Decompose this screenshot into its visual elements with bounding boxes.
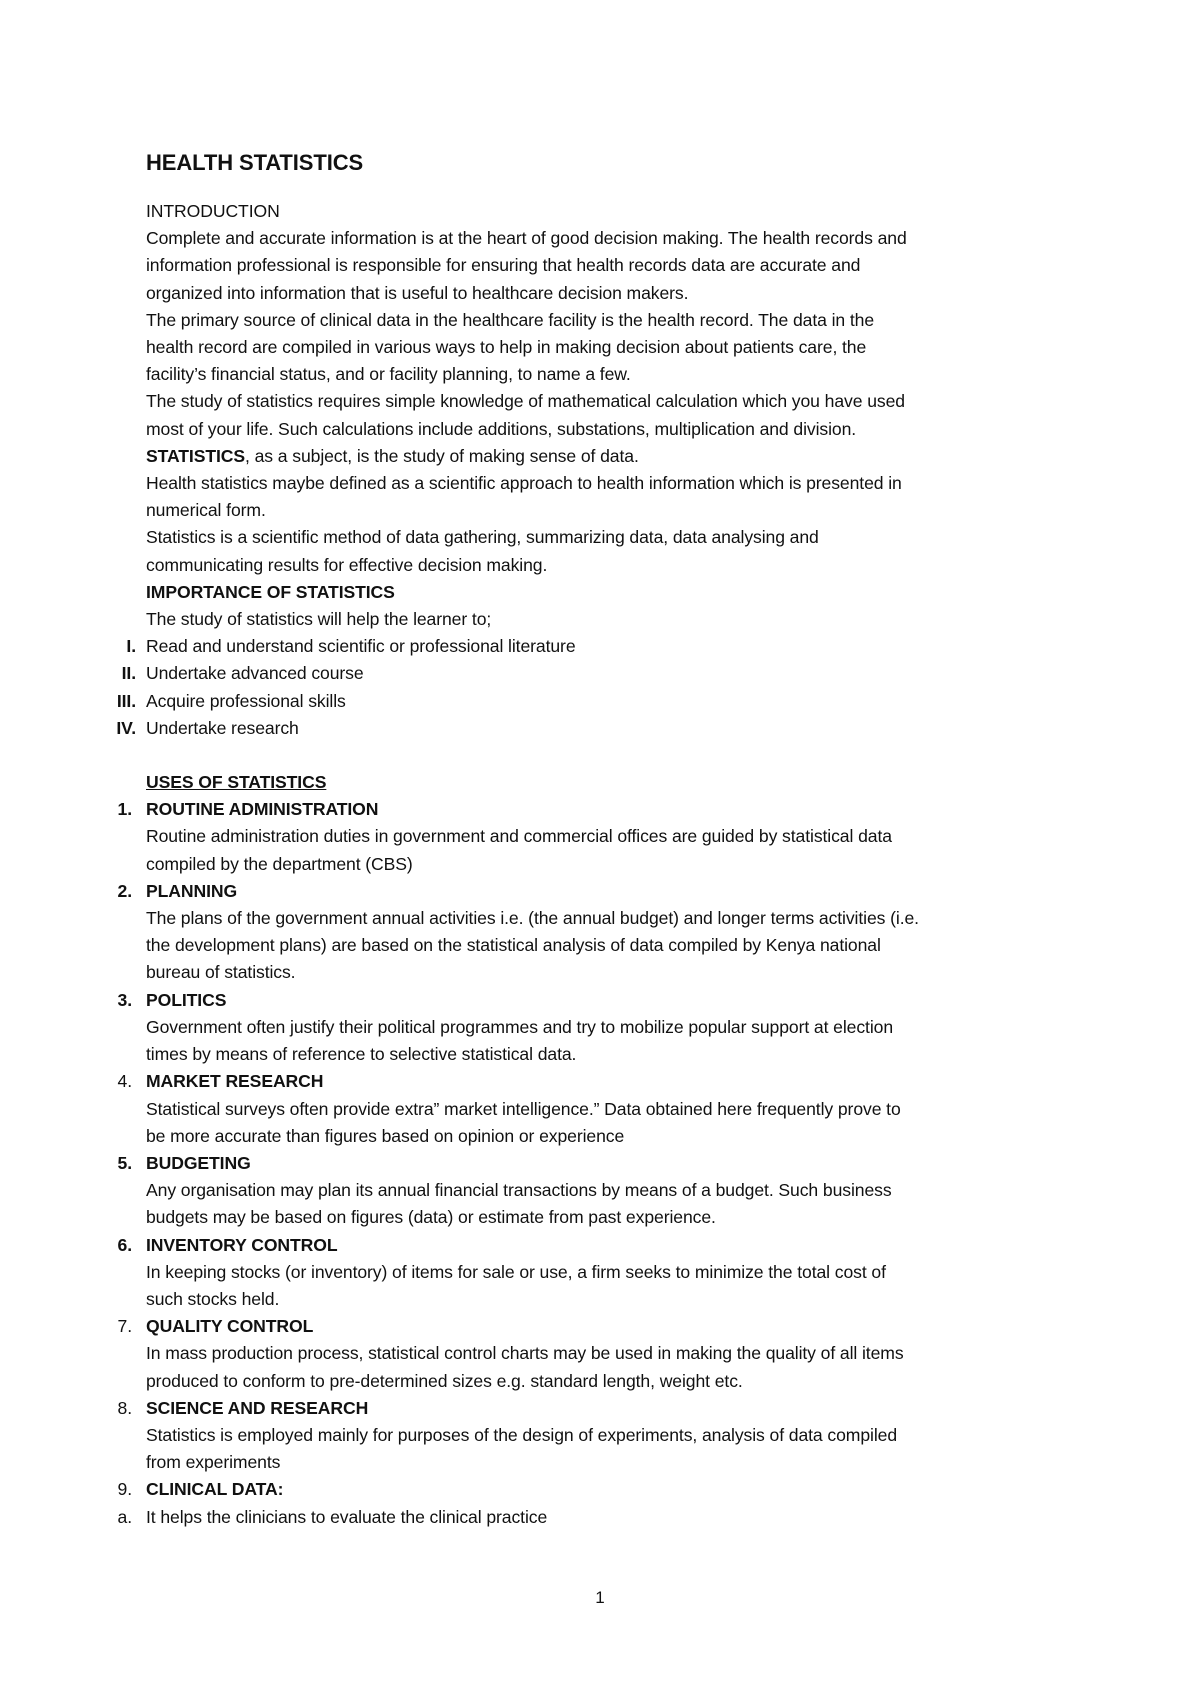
clinical-sub-item [117, 1504, 1076, 1531]
use-item-heading [117, 1313, 1076, 1340]
intro-line: facility’s financial status, and or facility planning, to name a few. [146, 364, 631, 385]
use-item-title: BUDGETING [146, 1152, 251, 1173]
use-item-text: In keeping stocks (or inventory) of items for sale or use, a firm seeks to minimize the total cost of [146, 1261, 886, 1282]
use-item-title: SCIENCE AND RESEARCH [146, 1397, 369, 1418]
use-item-text: the development plans) are based on the statistical analysis of data compiled by Kenya national [146, 935, 881, 956]
use-item-text: from experiments [146, 1452, 281, 1473]
use-item-title: CLINICAL DATA: [146, 1479, 284, 1500]
page-content [116, 148, 1076, 1531]
use-item-heading [117, 1150, 1076, 1177]
use-item-heading [117, 1395, 1076, 1422]
definition-line: Health statistics maybe defined as a scientific approach to health information which is presented in [146, 473, 902, 494]
list-marker: I. [126, 636, 136, 657]
use-item-title: QUALITY CONTROL [146, 1316, 314, 1337]
use-item-text: be more accurate than figures based on opinion or experience [146, 1125, 625, 1146]
use-item-title: PLANNING [146, 880, 238, 901]
use-item-heading [117, 987, 1076, 1014]
list-number: 9. [117, 1479, 132, 1500]
importance-lead: The study of statistics will help the learner to; [146, 609, 492, 630]
use-item-text: In mass production process, statistical control charts may be used in making the quality of all items [146, 1343, 904, 1364]
intro-heading: INTRODUCTION [146, 201, 280, 221]
intro-line: information professional is responsible for ensuring that health records data are accurate and [146, 255, 861, 276]
list-number: 4. [117, 1071, 132, 1092]
definition-line: communicating results for effective decision making. [146, 554, 548, 575]
list-number: 3. [117, 989, 132, 1010]
importance-item [126, 633, 1076, 660]
uses-heading: USES OF STATISTICS [146, 772, 327, 793]
intro-line: The study of statistics requires simple knowledge of mathematical calculation which you have used [146, 391, 905, 412]
list-marker: II. [121, 663, 136, 684]
document-title: HEALTH STATISTICS [146, 150, 364, 175]
list-number: 8. [117, 1397, 132, 1418]
use-item-text: Statistics is employed mainly for purposes of the design of experiments, analysis of data compiled [146, 1424, 898, 1445]
importance-heading: IMPORTANCE OF STATISTICS [146, 581, 395, 602]
importance-item [116, 715, 1076, 742]
intro-line: most of your life. Such calculations include additions, substations, multiplication and division. [146, 418, 857, 439]
statistics-definition-text: , as a subject, is the study of making sense of data. [245, 445, 639, 466]
use-item-heading [117, 1068, 1076, 1095]
use-item-text: compiled by the department (CBS) [146, 853, 413, 874]
use-item-title: MARKET RESEARCH [146, 1071, 324, 1092]
definition-line: numerical form. [146, 500, 266, 521]
importance-item-text: Acquire professional skills [146, 690, 346, 711]
use-item-text: times by means of reference to selective statistical data. [146, 1044, 577, 1065]
page-number: 1 [595, 1588, 605, 1607]
intro-line: organized into information that is useful to healthcare decision makers. [146, 282, 689, 303]
use-item-heading [117, 1476, 1076, 1503]
list-number: 7. [117, 1316, 132, 1337]
list-number: 2. [117, 880, 132, 901]
use-item-text: produced to conform to pre-determined sizes e.g. standard length, weight etc. [146, 1370, 743, 1391]
use-item-title: ROUTINE ADMINISTRATION [146, 799, 379, 820]
list-number: 5. [117, 1152, 132, 1173]
spacer [146, 742, 1076, 769]
use-item-text: budgets may be based on figures (data) or estimate from past experience. [146, 1207, 716, 1228]
statistics-definition [146, 443, 1076, 470]
use-item-text: Any organisation may plan its annual financial transactions by means of a budget. Such business [146, 1180, 892, 1201]
list-number: 1. [117, 799, 132, 820]
use-item-text: such stocks held. [146, 1288, 280, 1309]
statistics-term: STATISTICS [146, 445, 246, 466]
clinical-sub-item-text: It helps the clinicians to evaluate the clinical practice [146, 1506, 548, 1527]
definition-line: Statistics is a scientific method of data gathering, summarizing data, data analysing and [146, 527, 819, 548]
intro-line: The primary source of clinical data in the healthcare facility is the health record. The data in the [146, 309, 875, 330]
importance-item-text: Read and understand scientific or professional literature [146, 636, 576, 657]
use-item-title: INVENTORY CONTROL [146, 1234, 338, 1255]
use-item-title: POLITICS [146, 989, 227, 1010]
intro-line: health record are compiled in various ways to help in making decision about patients care, the [146, 337, 867, 358]
use-item-text: bureau of statistics. [146, 962, 296, 983]
importance-item [121, 660, 1076, 687]
list-number: 6. [117, 1234, 132, 1255]
use-item-text: Statistical surveys often provide extra” market intelligence.” Data obtained here frequently prove to [146, 1098, 901, 1119]
use-item-heading [117, 1232, 1076, 1259]
list-marker: IV. [116, 717, 136, 738]
use-item-heading [117, 878, 1076, 905]
list-marker: III. [116, 690, 136, 711]
list-marker: a. [117, 1506, 132, 1527]
use-item-text: The plans of the government annual activities i.e. (the annual budget) and longer terms activities (i.e. [146, 908, 919, 929]
importance-item-text: Undertake research [146, 717, 299, 738]
importance-item-text: Undertake advanced course [146, 663, 364, 684]
importance-item [116, 688, 1076, 715]
use-item-text: Routine administration duties in government and commercial offices are guided by statistical data [146, 826, 892, 847]
use-item-heading [117, 796, 1076, 823]
intro-line: Complete and accurate information is at the heart of good decision making. The health records and [146, 228, 907, 249]
use-item-text: Government often justify their political programmes and try to mobilize popular support at election [146, 1016, 894, 1037]
